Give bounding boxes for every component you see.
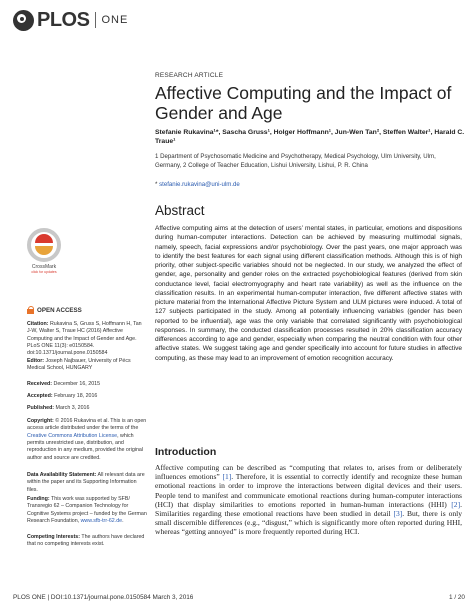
competing-interests-text: The authors have declared that no competing interests exist.: [27, 534, 145, 548]
page-footer: [13, 594, 465, 601]
intro-text-part: . Therefore, it is essential to correctly identify and recognize these human emotional reactions in order to improve the interactions between digital devices and their users. People tend to manifest and communicate emotional reactions during human-computer interactions (HCI) that display similarities to emotions reported in human-human interactions (HHI): [155, 472, 462, 509]
open-access-label: OPEN ACCESS: [37, 306, 82, 314]
data-availability-text: All relevant data are within the paper and its Supporting Information files.: [27, 472, 145, 493]
citation-block: [27, 321, 147, 358]
crossmark-sublabel: click for updates: [31, 270, 57, 274]
accepted-label: Accepted:: [27, 393, 53, 399]
page-number: 1 / 20: [449, 594, 465, 601]
article-type: RESEARCH ARTICLE: [155, 72, 224, 79]
intro-text-part: . Similarities regarding these emotional reactions have been studied in detail: [155, 499, 462, 519]
affiliations: 1 Department of Psychosomatic Medicine and Psychotherapy, Medical Psychology, Ulm University, Ulm, Germany, 2 College of Teacher Education, Lishui University, Lishui, P. R. China: [155, 153, 436, 169]
footer-citation: PLOS ONE | DOI:10.1371/journal.pone.0150584 March 3, 2016: [13, 594, 194, 601]
introduction-text: [155, 463, 462, 537]
published-date: March 3, 2016: [54, 405, 90, 411]
crossmark-icon: [27, 228, 61, 262]
open-access-badge: [27, 306, 82, 314]
logo-divider: [95, 12, 96, 28]
corresponding-email: [155, 181, 240, 188]
plos-logo-icon: [13, 10, 34, 31]
plos-one-logo[interactable]: [13, 9, 128, 31]
crossmark-badge[interactable]: [24, 228, 64, 274]
author-list: Stefanie Rukavina¹*, Sascha Gruss¹, Holger Hoffmann¹, Jun-Wen Tan², Steffen Walter¹, Harald C. Traue¹: [155, 129, 465, 146]
copyright-text: © 2016 Rukavina et al. This is an open access article distributed under the terms of the: [27, 418, 147, 432]
article-title: Affective Computing and the Impact of Gender and Age: [155, 83, 452, 123]
funding-link[interactable]: www.sfb-trr-62.de: [80, 518, 123, 525]
copyright-text: , which permits unrestricted use, distribution, and reproduction in any medium, provided the original author and source are credited.: [27, 432, 144, 461]
crossmark-label: CrossMark: [31, 264, 57, 270]
published-label: Published:: [27, 405, 55, 411]
editor-label: Editor:: [27, 358, 45, 364]
funding-text: This work was supported by SFB/ Transregio 62 – Companion Technology for Cognitive Systems project – funded by the German Research Foundation,: [27, 496, 147, 525]
editor-block: [27, 358, 147, 373]
received-date: December 16, 2015: [52, 381, 101, 387]
data-availability-label: Data Availability Statement:: [27, 472, 97, 478]
funding-text: .: [122, 518, 124, 525]
license-link[interactable]: Creative Commons Attribution License: [27, 432, 118, 439]
open-lock-icon: [27, 306, 34, 314]
abstract-text: Affective computing aims at the detection of users’ mental states, in particular, emotions and dispositions during human-computer interactions. Detection can be achieved by measuring multimodal signals, namely, speech, facial expressions and/or psychobiology. Over the past years, one major approach was to identify the best features for each signal using different classification methods. Although this is of high priority, other subject-specific variables should not be neglected. In our study, we analyzed the effect of gender, age, personality and gender roles on the extracted psychobiological features (derived from skin conductance level, facial electromyography and heart rate variability) as well as the influence on the classification results. In an experimental human-computer interaction, five different affective states with picture material from the International Affective Picture System and ULM pictures were induced. A total of 127 subjects participated in the study. Among all potentially influencing variables (gender has been reported to be influential), age was the only variable that correlated significantly with psychobiological responses. In summary, the conducted classification processes resulted in 20% classification accuracy differences according to age and gender, especially when comparing the neutral condition with four other affective states. We suggest taking age and gender specifically into account for future studies in affective computing, as these may lead to an improvement of emotion recognition accuracy.: [155, 225, 462, 362]
accepted-date: February 18, 2016: [52, 393, 98, 399]
accepted-block: [27, 393, 147, 400]
copyright-block: [27, 418, 147, 462]
introduction-heading: Introduction: [155, 446, 217, 458]
reference-link[interactable]: [3]: [393, 509, 403, 519]
intro-text-part: . But, there is only small discernible differences (e.g., “disgust,” which is significantly more often reported during HHI, whereas “getting annoyed” is more frequently reported during HCI.: [155, 509, 463, 537]
logo-journal: ONE: [101, 14, 129, 26]
citation-text: Rukavina S, Gruss S, Hoffmann H, Tan J-W, Walter S, Traue HC (2016) Affective Computing and the Impact of Gender and Age. PLoS ONE 11(3): e0150584. doi:10.1371/journal.pone.0150584: [27, 321, 142, 357]
email-link[interactable]: stefanie.rukavina@uni-ulm.de: [159, 181, 240, 188]
data-availability-block: [27, 472, 147, 494]
copyright-label: Copyright:: [27, 418, 54, 424]
intro-text-part: Affective computing can be described as “computing that relates to, arises from or deliberately influences emotions”: [155, 463, 462, 482]
reference-link[interactable]: [2]: [451, 499, 461, 509]
funding-label: Funding:: [27, 496, 50, 502]
received-label: Received:: [27, 381, 53, 387]
competing-interests-block: [27, 534, 147, 549]
citation-label: Citation:: [27, 321, 49, 327]
received-block: [27, 381, 147, 388]
reference-link[interactable]: [1]: [222, 472, 232, 482]
editor-text: Joseph Najbauer, University of Pécs Medical School, HUNGARY: [27, 358, 131, 372]
email-marker: *: [155, 181, 158, 188]
logo-brand: PLOS: [37, 8, 90, 31]
funding-block: [27, 496, 147, 525]
competing-interests-label: Competing Interests:: [27, 534, 80, 540]
abstract-heading: Abstract: [155, 203, 205, 218]
published-block: [27, 405, 147, 412]
